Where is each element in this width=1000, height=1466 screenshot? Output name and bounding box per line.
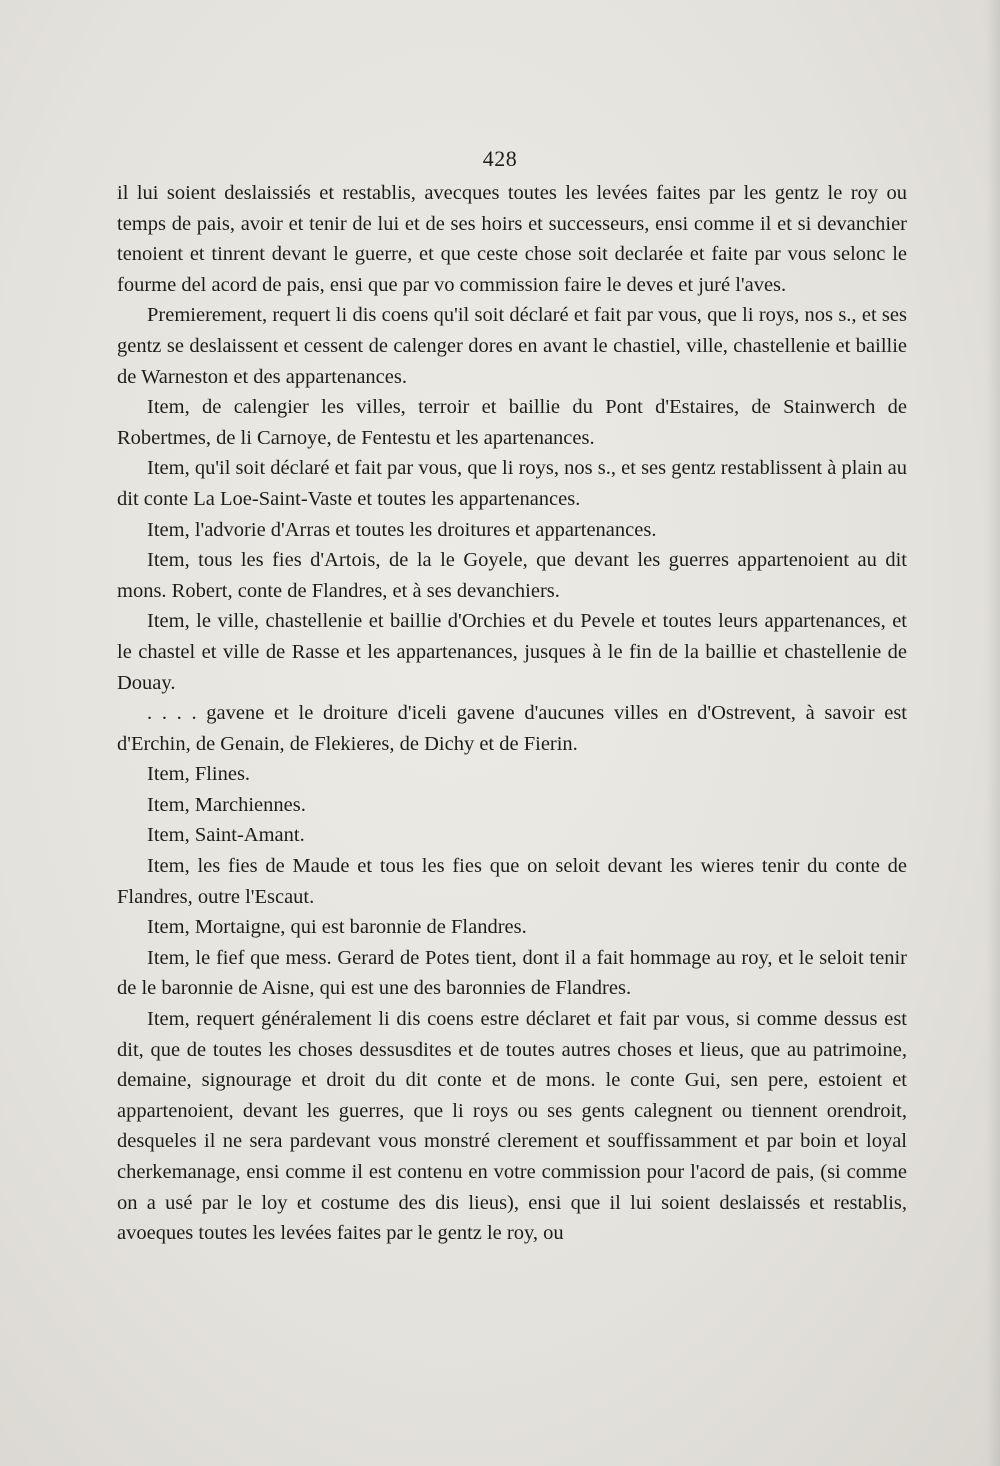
paragraph-item-mortaigne: Item, Mortaigne, qui est baronnie de Flandres. [147,916,527,939]
page-number: 428 [482,146,518,171]
paragraph-premierement: Premierement, requert li dis coens qu'il soit déclaré et fait par vous, que li roys, nos s., et ses gentz se deslaissent et cessent de calenger dores en avant le chastiel, ville, chastellenie et baillie de Warneston et des appartenances. [117,304,907,388]
paragraph-item-pont-destaires: Item, de calengier les villes, terroir et baillie du Pont d'Estaires, de Stainwerch de Robertmes, de li Carnoye, de Fentestu et les apartenances. [117,396,907,449]
paragraph-gavene: . . . . gavene et le droiture d'iceli gavene d'aucunes villes en d'Ostrevent, à savoir est d'Erchin, de Genain, de Flekieres, de Dichy et de Fierin. [117,702,907,755]
paragraph-continuation: il lui soient deslaissiés et restablis, avecques toutes les levées faites par les gentz le roy ou temps de pais, avoir et tenir de lui et de ses hoirs et successeurs, ensi comme il et si devanchier tenoient et tinrent devant le guerre, et que ceste chose soit declarée et faite par vous selonc le fourme del acord de pais, ensi que par vo commission faire le deves et juré l'aves. [117,182,907,296]
paragraph-item-marchiennes: Item, Marchiennes. [147,793,306,816]
paragraph-item-fief-potes: Item, le fief que mess. Gerard de Potes tient, dont il a fait hommage au roy, et le seloit tenir de le baronnie de Aisne, qui est une des baronnies de Flandres. [117,946,907,1000]
paragraph-item-fies-artois: Item, tous les fies d'Artois, de la le Goyele, que devant les guerres appartenoient au dit mons. Robert, conte de Flandres, et à ses devanchiers. [117,549,907,602]
body-text [117,178,907,1249]
paragraph-item-fies-maude: Item, les fies de Maude et tous les fies que on seloit devant les wieres tenir du conte de Flandres, outre l'Escaut. [117,855,907,908]
paragraph-item-orchies: Item, le ville, chastellenie et baillie d'Orchies et du Pevele et toutes leurs appartenances, et le chastel et ville de Rasse et les appartenances, jusques à le fin de la baillie et chastellenie de Douay. [117,610,907,694]
paragraph-item-saint-amant: Item, Saint-Amant. [147,824,305,847]
paragraph-item-loe-saint-vaste: Item, qu'il soit déclaré et fait par vous, que li roys, nos s., et ses gentz restablissent à plain au dit conte La Loe-Saint-Vaste et toutes les appartenances. [117,457,907,510]
paragraph-item-advorie-arras: Item, l'advorie d'Arras et toutes les droitures et appartenances. [147,518,657,541]
paragraph-item-flines: Item, Flines. [147,763,251,786]
paragraph-requert-generalement: Item, requert généralement li dis coens estre déclaret et fait par vous, si comme dessus est dit, que de toutes les choses dessusdites et de toutes autres choses et lieus, que au patrimoine, demaine, signourage et droit du dit conte et de mons. le conte Gui, sen pere, estoient et appartenoient, devant les guerres, que li roys ou ses gents calegnent ou tiennent orendroit, desqueles il ne sera pardevant vous monstré clerement et souffissamment et par boin et loyal cherkemanage, ensi comme il est contenu en votre commission pour l'acord de pais, (si comme on a usé par le loy et costume des dis lieus), ensi que il lui soient deslaissés et restablis, avoeques toutes les levées faites par le gentz le roy, ou [117,1008,907,1245]
page-edge-shadow [986,0,1000,1466]
